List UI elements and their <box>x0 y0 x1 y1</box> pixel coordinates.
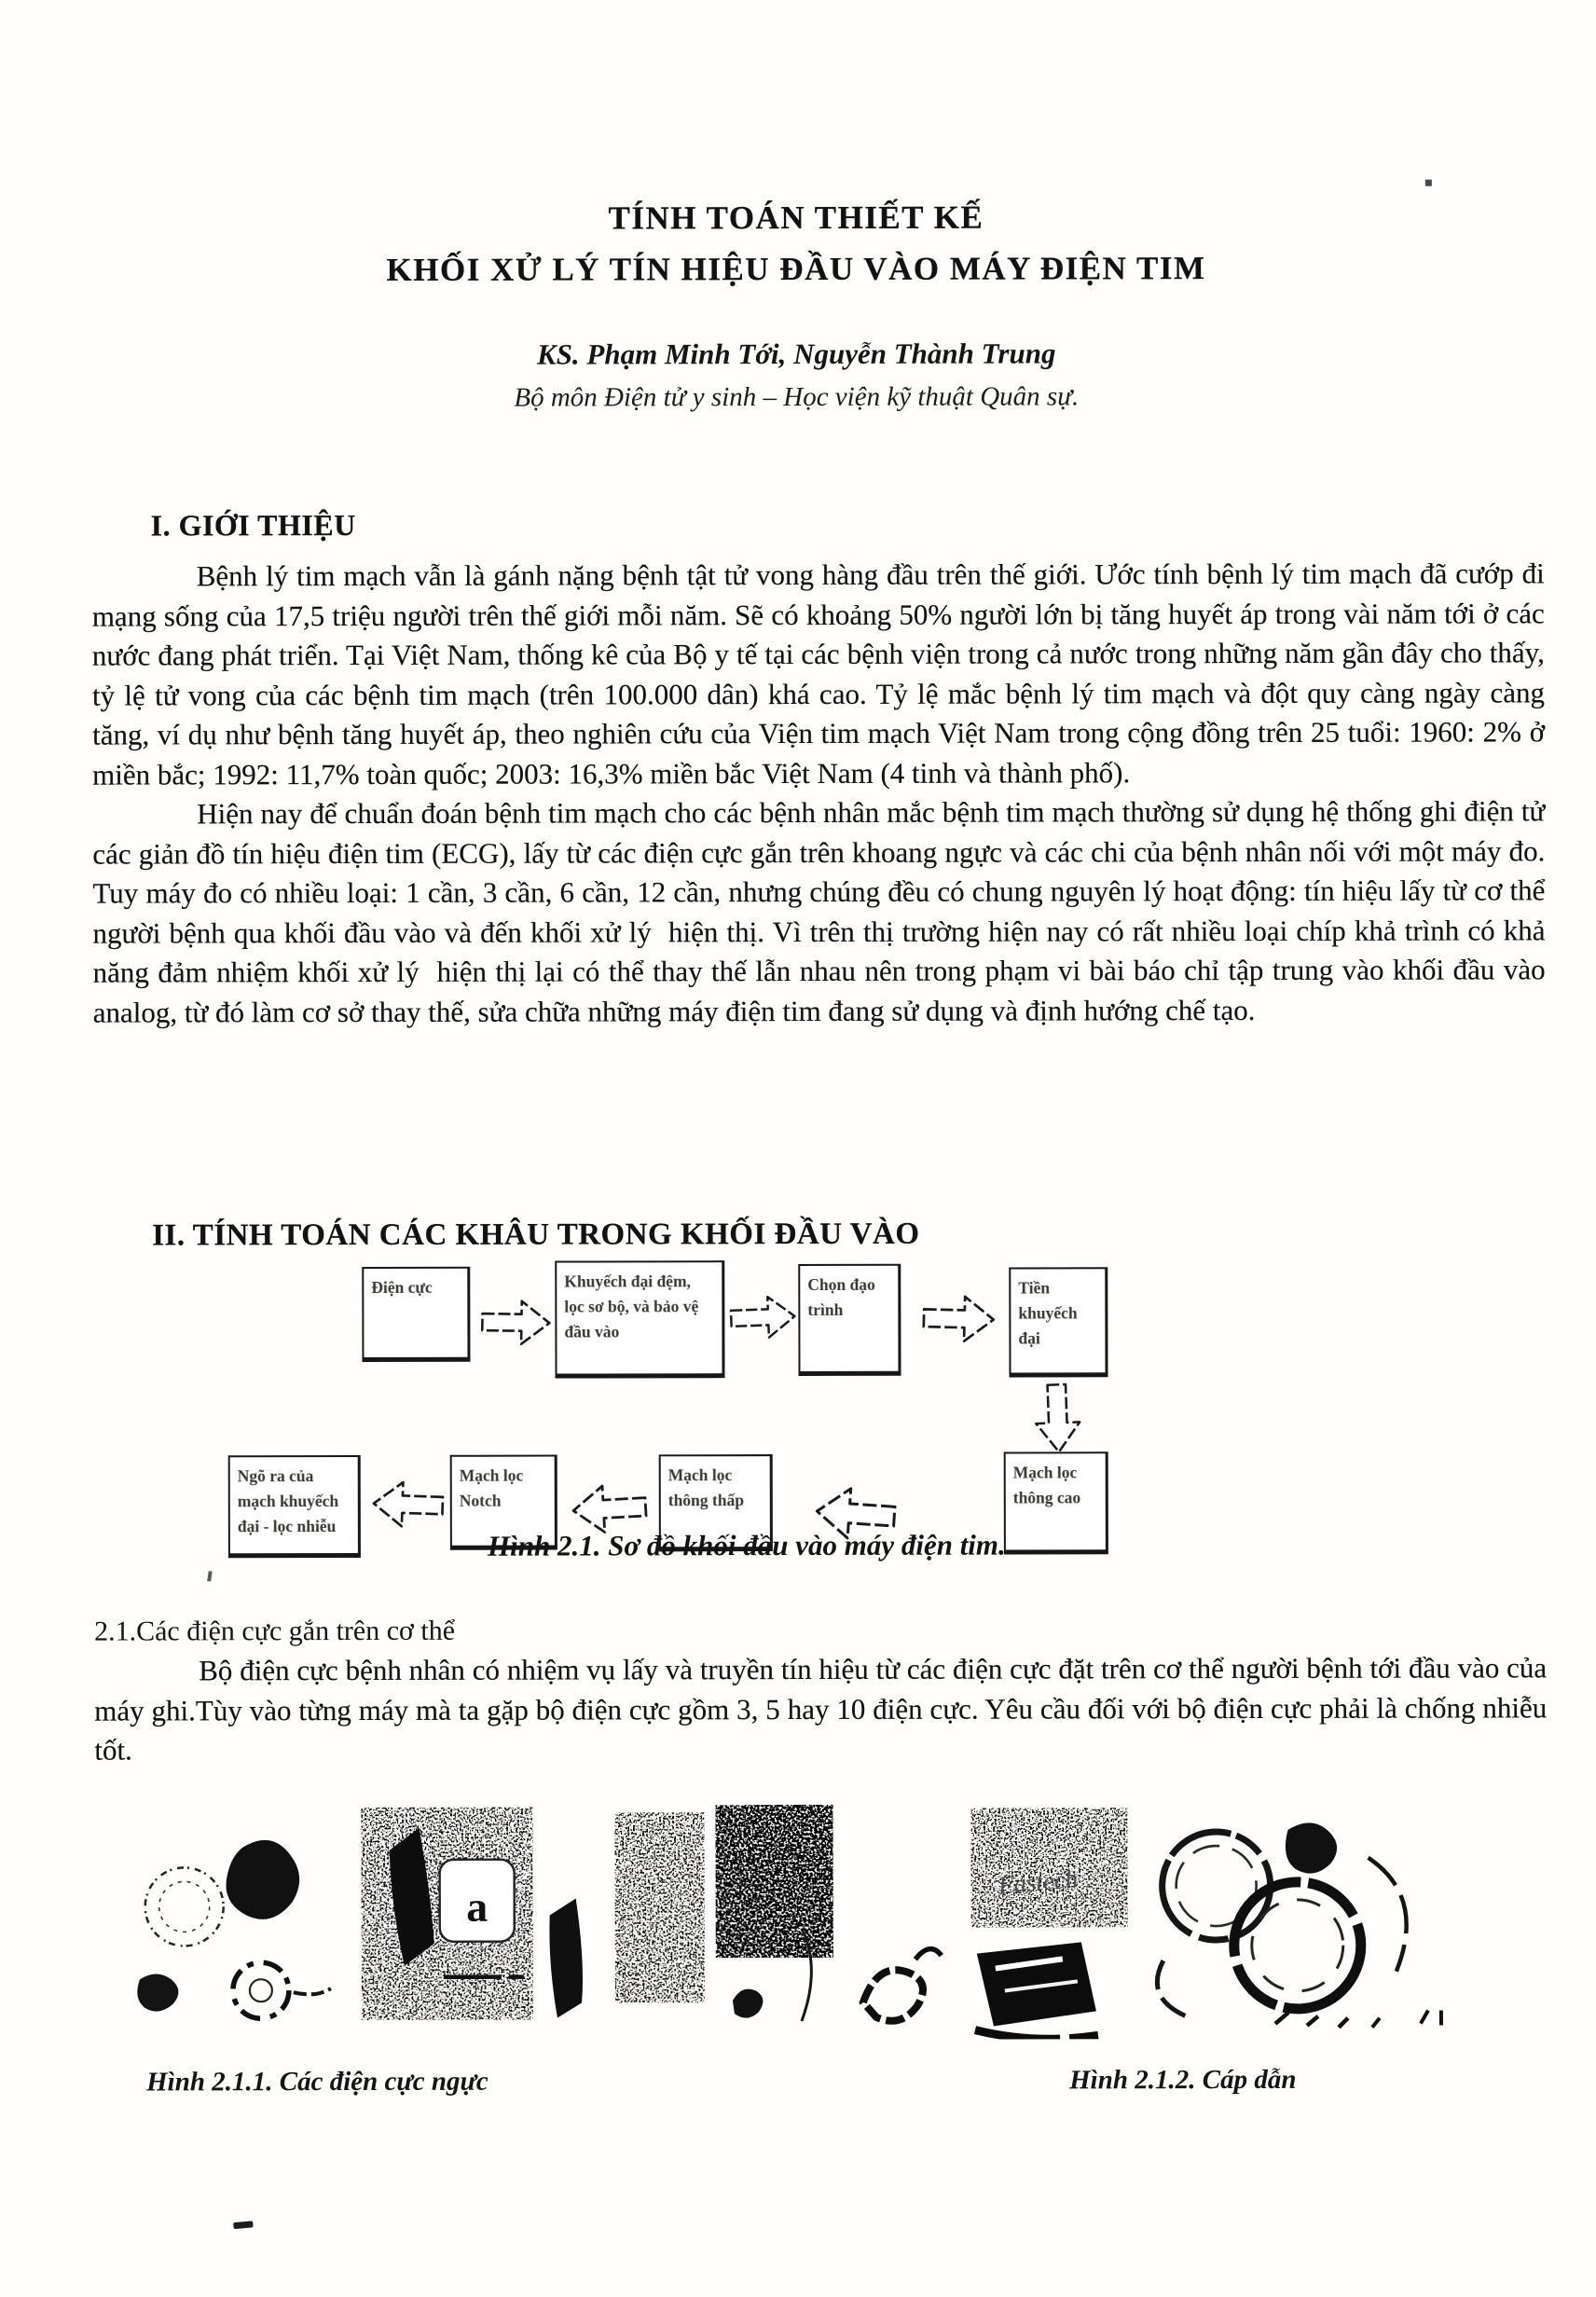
flow-box-lead-select <box>798 1264 901 1376</box>
photo-package-figure <box>970 1808 1128 2039</box>
flow-box-buffer-amplifier <box>555 1260 724 1378</box>
intro-text-column <box>92 554 1546 1032</box>
flow-arrow-right-3-icon <box>915 1294 1001 1344</box>
section-ii-heading: II. TÍNH TOÁN CÁC KHÂU TRONG KHỐI ĐẦU VÀO <box>152 1217 920 1253</box>
scan-artifact-tick <box>207 1571 212 1581</box>
caption-electrodes: Hình 2.1.1. Các điện cực ngực <box>146 2066 488 2098</box>
scan-artifact-dot <box>1425 180 1432 186</box>
flow-box-lead-select-label: Chọn đạo trình <box>807 1274 875 1320</box>
photo-cable-figure <box>1157 1822 1441 2028</box>
intro-paragraph-1: Bệnh lý tim mạch vẫn là gánh nặng bệnh tật tử vong hàng đầu trên thế giới. Ước tính bệnh lý tim mạch đã cướp đi mạng sống của 17,5 triệu người trên thế giới mỗi năm. Sẽ có khoảng 50% người lớn bị tăng huyết áp trong vài năm tới ở các nước đang phát triển. Tại Việt Nam, thống kê của Bộ y tế tại các bệnh viện trong cả nước trong những năm gần đây cho thấy, tỷ lệ tử vong của các bệnh tim mạch (trên 100.000 dân) khá cao. Tỷ lệ mắc bệnh lý tim mạch và đột quy càng ngày càng tăng, ví dụ như bệnh tăng huyết áp, theo nghiên cứu của Viện tim mạch Việt Nam trong cộng đồng trên 25 tuổi: 1960: 2% ở miền bắc; 1992: 11,7% toàn quốc; 2003: 16,3% miền bắc Việt Nam (4 tinh và thành phố). <box>91 557 1546 791</box>
caption-cable: Hình 2.1.2. Cáp dẫn <box>1069 2064 1297 2096</box>
electrodes-text-column <box>94 1648 1547 1770</box>
title-line-1: TÍNH TOÁN THIẾT KẾ <box>608 199 984 237</box>
flow-arrow-right-1-icon <box>480 1299 551 1347</box>
flow-box-electrode-label: Điện cực <box>371 1277 433 1297</box>
photo-label-a: a <box>466 1882 488 1931</box>
flow-box-preamplifier <box>1009 1267 1108 1377</box>
photo-captions-row <box>2 2064 1596 2114</box>
flow-arrow-right-2-icon <box>729 1294 796 1341</box>
page-title <box>0 190 1594 296</box>
flow-arrow-left-1-icon <box>372 1479 445 1530</box>
photo-suction-electrode-figure <box>361 1807 583 2019</box>
flow-box-highpass-filter-label: Mạch lọc thông cao <box>1012 1463 1081 1507</box>
intro-paragraph-2: Hiện nay để chuẩn đoán bệnh tim mạch cho các bệnh nhân mắc bệnh tim mạch thường sử dụng hệ thống ghi điện tử các giản đồ tín hiệu điện tim (ECG), lấy từ các điện cực gắn trên khoang ngực và các chi của bệnh nhân nối với một máy đo. Tuy máy đo có nhiều loại: 1 cần, 3 cần, 6 cần, 12 cần, nhưng chúng đều có chung nguyên lý hoạt động: tín hiệu lấy từ cơ thể người bệnh qua khối đầu vào và đến khối xử lý hiện thị. Vì trên thị trường hiện nay có rất nhiều loại chíp khả trình có khả năng đảm nhiệm khối xử lý hiện thị lại có thể thay thế lẫn nhau nên trong phạm vi bài báo chỉ tập trung vào khối đầu vào analog, từ đó làm cơ sở thay thế, sửa chữa những máy điện tim đang sử dụng và định hướng chế tạo. <box>92 794 1546 1029</box>
flow-box-preamplifier-label: Tiền khuyếch đại <box>1018 1278 1078 1348</box>
flow-box-electrode <box>362 1267 470 1362</box>
flow-box-buffer-amplifier-label: Khuyếch đại đệm, lọc sơ bộ, và bảo vệ đầu vào <box>564 1272 699 1341</box>
title-line-2: KHỐI XỬ LÝ TÍN HIỆU ĐẦU VÀO MÁY ĐIỆN TIM <box>386 250 1206 288</box>
photo-clip-electrodes-figure <box>863 1949 942 2021</box>
authors-line: KS. Phạm Minh Tới, Nguyễn Thành Trung <box>536 337 1056 371</box>
flow-box-notch-filter-label: Mạch lọc Notch <box>459 1465 524 1510</box>
electrodes-paragraph: Bộ điện cực bệnh nhân có nhiệm vụ lấy và truyền tín hiệu từ các điện cực đặt trên cơ thể người bệnh tới đầu vào của máy ghi.Tùy vào từng máy mà ta gặp bộ điện cực gồm 3, 5 hay 10 điện cực. Yêu cầu đối với bộ điện cực phải là chống nhiễu tốt. <box>94 1651 1548 1767</box>
flow-arrow-down-icon <box>1030 1382 1086 1453</box>
photo-electrodes-figure <box>137 1840 331 2019</box>
photo-strip-figure <box>111 1803 1521 2041</box>
photo-label-package: Fastech <box>997 1864 1080 1900</box>
section-2-1-heading: 2.1.Các điện cực gắn trên cơ thể <box>94 1615 456 1647</box>
section-i-heading: I. GIỚI THIỆU <box>150 507 356 543</box>
figure-2-1-caption: Hình 2.1. Sơ đồ khối đầu vào máy điện tim. <box>487 1528 1006 1562</box>
photo-noise-patches <box>614 1805 832 2021</box>
flow-arrow-left-2-icon <box>568 1482 652 1534</box>
flow-box-output-label: Ngõ ra của mạch khuyếch đại - lọc nhiễu <box>237 1466 339 1536</box>
scan-artifact-dash <box>233 2221 254 2229</box>
affiliation-line: Bộ môn Điện tử y sinh – Học viện kỹ thuật Quân sự. <box>514 381 1080 413</box>
flow-box-lowpass-filter-label: Mạch lọc thông thấp <box>667 1465 745 1510</box>
